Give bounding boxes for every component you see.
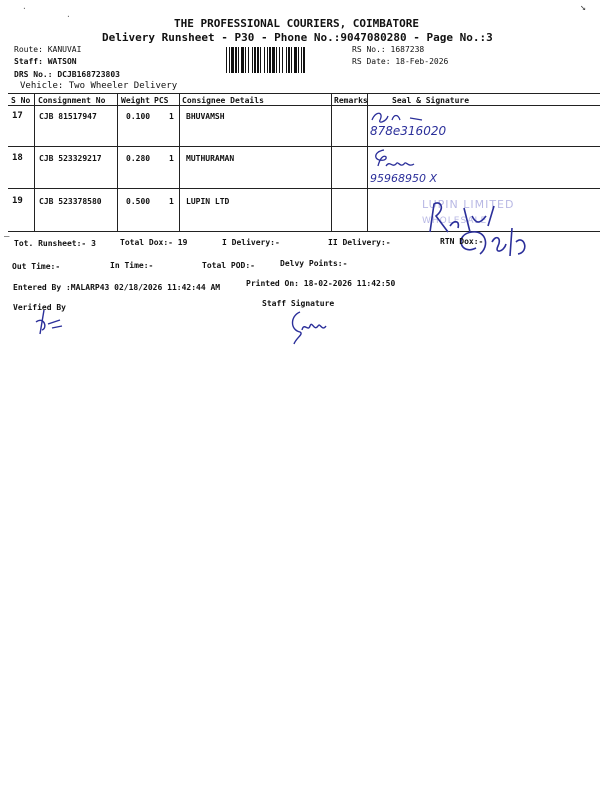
total-runsheet: Tot. Runsheet:- 3: [14, 239, 96, 248]
col-header-sno: S No: [11, 96, 31, 105]
total-dox: Total Dox:- 19: [120, 238, 188, 247]
rtn-dox: RTN Dox:-: [440, 237, 484, 246]
barcode-bar: [294, 47, 297, 73]
scan-mark: ·: [22, 4, 27, 13]
barcode-bar: [257, 47, 259, 73]
vehicle-label: Vehicle: Two Wheeler Delivery: [20, 81, 178, 91]
barcode-bar: [231, 47, 234, 73]
row-consignee: MUTHURAMAN: [186, 154, 235, 163]
row-sno: 18: [12, 153, 23, 163]
barcode-bar: [288, 47, 290, 73]
barcode-bar: [229, 47, 230, 73]
barcode-bar: [282, 47, 283, 73]
barcode-bar: [272, 47, 275, 73]
row-pcs: 1: [169, 197, 174, 206]
entered-by: Entered By :MALARP43 02/18/2026 11:42:44 AM: [13, 283, 221, 292]
handwritten-signature: [370, 148, 420, 174]
barcode-bar: [241, 47, 244, 73]
staff-signature-label: Staff Signature: [262, 299, 335, 308]
barcode-bar: [264, 47, 265, 73]
row-weight: 0.500: [126, 197, 151, 206]
column-divider: [331, 93, 332, 231]
barcode-bar: [276, 47, 277, 73]
rs-number: RS No.: 1687238: [352, 45, 425, 54]
barcode-bar: [267, 47, 268, 73]
handwritten-phone: 95968950 X: [370, 172, 438, 185]
staff-label: Staff: WATSON: [14, 57, 77, 66]
barcode-bar: [298, 47, 299, 73]
stamp-text: LUPIN LIMITED: [422, 198, 515, 211]
barcode-bar: [291, 47, 292, 73]
column-divider: [34, 93, 35, 231]
column-divider: [179, 93, 180, 231]
i-delivery: I Delivery:-: [222, 238, 280, 247]
company-title: THE PROFESSIONAL COURIERS, COIMBATORE: [174, 17, 420, 30]
out-time: Out Time:-: [12, 262, 61, 271]
col-header-consignee: Consignee Details: [182, 96, 264, 105]
in-time: In Time:-: [110, 261, 154, 270]
col-header-remarks: Remarks: [334, 96, 368, 105]
scan-mark: ·: [66, 12, 71, 21]
verified-by-label: Verified By: [13, 303, 66, 312]
edge-mark: ‒: [4, 232, 10, 242]
col-header-weight: Weight: [121, 96, 150, 105]
barcode: [226, 47, 350, 73]
row-divider: [8, 146, 600, 147]
col-header-pcs: PCS: [154, 96, 169, 105]
total-pod: Total POD:-: [202, 261, 255, 270]
row-weight: 0.100: [126, 112, 151, 121]
col-header-consignment: Consignment No: [38, 96, 106, 105]
runsheet-subtitle: Delivery Runsheet - P30 - Phone No.:9047080280 - Page No.:3: [102, 31, 493, 44]
row-weight: 0.280: [126, 154, 151, 163]
barcode-bar: [238, 47, 239, 73]
printed-on: Printed On: 18-02-2026 11:42:50: [246, 279, 396, 288]
handwritten-phone: 878e316020: [370, 124, 447, 138]
barcode-bar: [303, 47, 305, 73]
table-top-border: [8, 93, 600, 94]
column-divider: [117, 93, 118, 231]
ii-delivery: II Delivery:-: [328, 238, 391, 247]
row-consignee: LUPIN LTD: [186, 197, 230, 206]
drs-label: DRS No.: DCJB168723803: [14, 70, 120, 79]
barcode-bar: [245, 47, 246, 73]
rs-date: RS Date: 18-Feb-2026: [352, 57, 449, 66]
row-consignment: CJB 523329217: [39, 154, 102, 163]
column-divider: [367, 93, 368, 231]
row-consignment: CJB 81517947: [39, 112, 97, 121]
barcode-bar: [301, 47, 302, 73]
barcode-bar: [279, 47, 280, 73]
verifier-signature: [34, 308, 70, 338]
stamp-text: WHOLESALE: [422, 216, 488, 226]
row-consignee: BHUVAMSH: [186, 112, 225, 121]
corner-mark: ↘: [580, 2, 587, 13]
barcode-bar: [226, 47, 227, 73]
barcode-bar: [269, 47, 271, 73]
barcode-bar: [252, 47, 253, 73]
col-header-seal-signature: Seal & Signature: [392, 96, 470, 105]
barcode-bar: [235, 47, 237, 73]
handwritten-signature: [420, 198, 550, 260]
route-label: Route: KANUVAI: [14, 45, 82, 54]
barcode-bar: [254, 47, 256, 73]
row-pcs: 1: [169, 154, 174, 163]
row-divider: [8, 188, 600, 189]
barcode-bar: [248, 47, 249, 73]
table-header-border: [8, 105, 600, 106]
row-sno: 19: [12, 196, 23, 206]
row-sno: 17: [12, 111, 23, 121]
barcode-bar: [286, 47, 287, 73]
delvy-points: Delvy Points:-: [280, 259, 348, 268]
row-consignment: CJB 523378580: [39, 197, 102, 206]
staff-signature: [286, 308, 336, 348]
row-pcs: 1: [169, 112, 174, 121]
barcode-bar: [260, 47, 261, 73]
